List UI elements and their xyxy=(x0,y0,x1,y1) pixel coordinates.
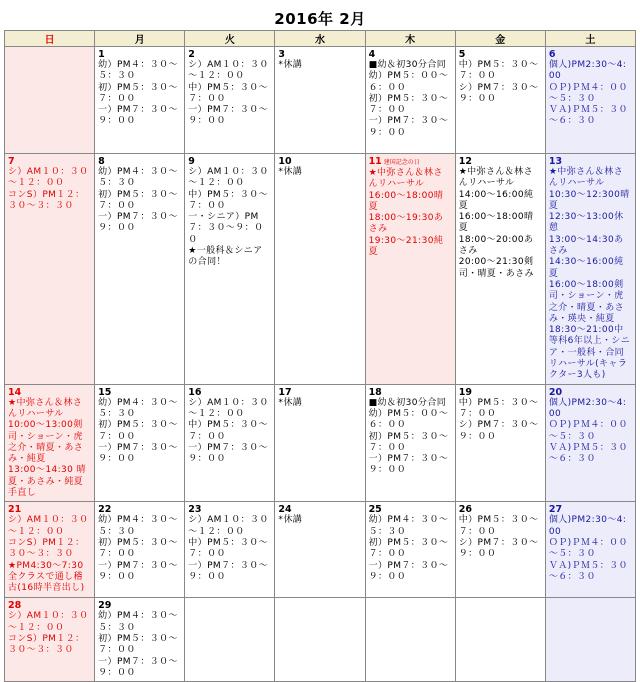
day-cell xyxy=(185,384,275,502)
day-cell xyxy=(365,154,455,385)
schedule-entry: 中）PM５：３０～７：００ xyxy=(458,60,539,82)
schedule-entry: 初）PM５：３０～７：００ xyxy=(368,537,449,560)
day-number-text: 11 xyxy=(368,156,382,167)
schedule-entry: ＯＰ)ＰＭ４：００～５：３０ xyxy=(548,537,628,560)
schedule-entry: 一）PM７：３０～９：００ xyxy=(98,560,178,582)
day-cell xyxy=(275,47,365,154)
schedule-entry: 10:00～13:00剣司・ショーン・虎之介・晴夏・あさみ・純夏 xyxy=(8,420,84,465)
schedule-list xyxy=(188,398,271,466)
schedule-list xyxy=(98,611,181,679)
schedule-entry: 個人)PM2:30～4:00 xyxy=(548,515,627,537)
day-cell xyxy=(365,502,455,598)
day-cell xyxy=(185,502,275,598)
day-cell xyxy=(5,154,95,385)
day-number-text: 9 xyxy=(188,156,195,167)
schedule-entry: シ）PM７：３０～９：００ xyxy=(458,82,539,104)
schedule-entry: ★中弥さん＆林さんリハーサル xyxy=(8,397,83,419)
schedule-entry: 13:00～14:30あさみ xyxy=(548,234,624,257)
schedule-entry: *休講 xyxy=(278,515,303,526)
schedule-entry: 一）PM７：３０～９：００ xyxy=(98,442,178,465)
week-row xyxy=(5,47,636,154)
schedule-entry: 一）PM７：３０～９：００ xyxy=(188,442,269,465)
weekday-mon: 月 xyxy=(95,31,185,47)
day-cell xyxy=(275,502,365,598)
schedule-entry: 初）PM５：３０～７：００ xyxy=(98,420,178,442)
day-number-text: 21 xyxy=(8,504,22,516)
day-cell xyxy=(545,598,635,682)
day-cell xyxy=(5,502,95,598)
day-number-text: 5 xyxy=(458,49,466,60)
schedule-list xyxy=(188,60,271,128)
week-row xyxy=(5,154,636,385)
day-cell xyxy=(185,154,275,385)
day-cell xyxy=(95,598,185,682)
schedule-entry: コンS）PM１２：３０～３：３０ xyxy=(8,537,85,560)
schedule-entry: 12:30～13:00休憩 xyxy=(548,212,624,234)
schedule-entry: 個人)PM2:30～4:00 xyxy=(548,397,627,419)
day-number-text: 18 xyxy=(368,386,382,398)
schedule-entry: ■幼＆初30分合同 xyxy=(368,397,447,408)
schedule-list xyxy=(369,398,452,477)
schedule-entry: 一）PM７：３０～９：００ xyxy=(188,560,269,582)
schedule-entry: 幼）PM４：３０～５：３０ xyxy=(98,397,178,419)
schedule-list xyxy=(98,60,181,128)
schedule-list xyxy=(188,167,271,269)
week-row xyxy=(5,502,636,598)
schedule-entry: 初）PM５：３０～７：００ xyxy=(368,431,449,453)
schedule-entry: シ）AM１０：３０～１２：００ xyxy=(8,515,89,537)
day-number xyxy=(369,156,452,168)
day-number-text: 10 xyxy=(278,156,292,167)
day-number xyxy=(98,49,181,60)
day-cell xyxy=(95,154,185,385)
schedule-entry: シ）AM１０：３０～１２：００ xyxy=(188,397,269,419)
day-number xyxy=(459,504,542,515)
schedule-list xyxy=(549,60,632,128)
schedule-entry: ★一般科＆シニアの合同！ xyxy=(188,246,263,268)
schedule-entry: 幼）PM５：００～６：００ xyxy=(368,71,449,93)
schedule-entry: 中）PM５：３０～７：００ xyxy=(188,537,269,560)
schedule-entry: 初）PM５：３０～７：００ xyxy=(98,633,178,656)
schedule-entry: 16:00～18:00剣司・ショーン・虎之介・晴夏・あさみ・瑛央・純夏 xyxy=(548,279,625,324)
schedule-entry: 幼）PM４：３０～５：３０ xyxy=(98,167,178,189)
day-cell xyxy=(5,47,95,154)
schedule-entry: シ）PM７：３０～９：００ xyxy=(458,420,539,442)
day-cell xyxy=(545,502,635,598)
schedule-entry: シ）AM１０：３０～１２：００ xyxy=(188,515,269,537)
schedule-entry: 中）PM５：３０～７：００ xyxy=(458,515,539,537)
schedule-entry: 中）PM５：３０～７：００ xyxy=(188,420,269,442)
day-number-text: 27 xyxy=(548,504,563,516)
schedule-list xyxy=(369,60,452,139)
day-cell xyxy=(95,502,185,598)
day-number-text: 7 xyxy=(8,156,15,167)
schedule-entry: 一）PM７：３０～９：００ xyxy=(368,116,449,138)
schedule-entry: 14:30～16:00純夏 xyxy=(548,257,624,279)
day-number xyxy=(459,156,542,167)
day-cell xyxy=(455,598,545,682)
day-number-text: 25 xyxy=(368,504,382,516)
day-cell xyxy=(275,154,365,385)
day-number-text: 13 xyxy=(548,156,563,167)
weekday-fri: 金 xyxy=(455,31,545,47)
schedule-list xyxy=(369,168,452,258)
schedule-entry: 一）PM７：３０～９：００ xyxy=(368,560,449,582)
schedule-list xyxy=(459,60,542,105)
schedule-list xyxy=(549,515,632,583)
day-number xyxy=(98,156,181,167)
day-number xyxy=(459,387,542,398)
day-number xyxy=(278,49,361,60)
schedule-list xyxy=(278,60,361,71)
schedule-entry: *休講 xyxy=(278,397,303,408)
schedule-entry: 一）PM７：３０～９：００ xyxy=(98,656,178,678)
day-number-text: 6 xyxy=(548,49,556,60)
schedule-entry: 18:00～19:30あさみ xyxy=(368,213,444,235)
schedule-entry: ＶＡ)ＰＭ５：３０～６：３０ xyxy=(548,560,628,582)
schedule-entry: 18:30～21:00中等科6年以上・シニア・一般科・合同リハーサル(キャラクター3人も) xyxy=(548,325,631,381)
schedule-entry: 16:00～18:00晴夏 xyxy=(458,212,534,234)
weekday-wed: 水 xyxy=(275,31,365,47)
day-number xyxy=(188,49,271,60)
schedule-list xyxy=(278,167,361,178)
day-number-text: 4 xyxy=(368,49,376,60)
day-number xyxy=(8,600,91,611)
schedule-entry: 一）PM７：３０～９：００ xyxy=(98,212,178,234)
day-cell xyxy=(365,47,455,154)
schedule-entry: 初）PM５：３０～７：００ xyxy=(98,189,178,211)
day-cell xyxy=(365,384,455,502)
schedule-list xyxy=(188,515,271,583)
weekday-sun: 日 xyxy=(5,31,95,47)
day-cell xyxy=(455,384,545,502)
schedule-entry: 一・シニア）PM７：３０～９：００ xyxy=(188,212,264,245)
day-number-text: 14 xyxy=(8,386,22,398)
schedule-entry: 初）PM５：３０～７：００ xyxy=(368,93,449,116)
day-number-text: 19 xyxy=(458,386,472,398)
schedule-list xyxy=(549,398,632,466)
schedule-entry: 初）PM５：３０～７：００ xyxy=(98,537,178,560)
day-number xyxy=(188,504,271,515)
schedule-list xyxy=(98,398,181,466)
day-cell xyxy=(455,502,545,598)
day-number-text: 16 xyxy=(188,386,202,398)
schedule-entry: ★中弥さん＆林さんリハーサル xyxy=(548,167,624,189)
schedule-entry: 幼）PM５：００～６：００ xyxy=(368,408,449,431)
day-number xyxy=(278,504,361,515)
calendar-table xyxy=(4,30,636,682)
day-number xyxy=(98,387,181,398)
schedule-entry: 幼）PM４：３０～５：３０ xyxy=(368,515,449,537)
day-number xyxy=(459,49,542,60)
day-cell xyxy=(455,47,545,154)
day-cell xyxy=(545,384,635,502)
schedule-list xyxy=(98,515,181,583)
day-number xyxy=(549,387,632,398)
schedule-entry: 初）PM５：３０～７：００ xyxy=(98,82,178,104)
day-number xyxy=(369,49,452,60)
schedule-entry: コンS）PM１２：３０～３：３０ xyxy=(8,633,85,656)
day-cell xyxy=(365,598,455,682)
schedule-list xyxy=(98,167,181,235)
day-cell xyxy=(5,384,95,502)
schedule-list xyxy=(8,398,91,500)
schedule-entry: 中）PM５：３０～７：００ xyxy=(458,397,539,419)
day-number-text: 12 xyxy=(458,156,472,167)
day-number xyxy=(188,387,271,398)
schedule-entry: 18:00～20:00あさみ xyxy=(458,234,534,257)
day-number-text: 24 xyxy=(278,504,292,516)
day-number-text: 26 xyxy=(458,504,472,516)
calendar-title: 2016年 2月 xyxy=(274,10,366,28)
schedule-entry: 中）PM５：３０～７：００ xyxy=(188,189,269,211)
day-cell xyxy=(95,47,185,154)
day-cell xyxy=(545,47,635,154)
schedule-entry: 幼）PM４：３０～５：３０ xyxy=(98,60,178,82)
schedule-entry: 一）PM７：３０～９：００ xyxy=(368,454,449,476)
schedule-entry: 14:00～16:00純夏 xyxy=(458,189,534,211)
day-number xyxy=(549,49,632,60)
schedule-entry: シ）AM１０：３０～１２：００ xyxy=(8,611,89,633)
schedule-entry: シ）AM１０：３０～１２：００ xyxy=(188,60,269,82)
schedule-entry: ＶＡ)ＰＭ５：３０～６：３０ xyxy=(548,105,628,127)
schedule-list xyxy=(278,398,361,409)
schedule-entry: 幼）PM４：３０～５：３０ xyxy=(98,611,178,633)
schedule-entry: 個人)PM2:30～4:00 xyxy=(548,60,627,82)
schedule-list xyxy=(459,398,542,443)
schedule-list xyxy=(278,515,361,526)
schedule-list xyxy=(8,611,91,656)
day-number xyxy=(8,156,91,167)
day-number-text: 2 xyxy=(188,49,195,60)
day-number xyxy=(8,504,91,515)
schedule-list xyxy=(8,167,91,212)
day-cell xyxy=(5,598,95,682)
week-row xyxy=(5,598,636,682)
schedule-entry: ★PM4:30～7:30全クラスで通し稽古(16時半音出し) xyxy=(8,560,85,594)
day-number xyxy=(278,156,361,167)
schedule-list xyxy=(369,515,452,583)
schedule-entry: 中）PM５：３０～７：００ xyxy=(188,82,269,104)
schedule-entry: 一）PM７：３０～９：００ xyxy=(98,105,178,127)
day-cell xyxy=(185,47,275,154)
holiday-name: 建国記念の日 xyxy=(383,159,420,166)
schedule-entry: 16:00～18:00晴夏 xyxy=(368,190,444,212)
day-number-text: 15 xyxy=(98,386,112,398)
schedule-entry: シ）AM１０：３０～１２：００ xyxy=(8,167,89,189)
schedule-entry: ★中弥さん＆林さんリハーサル xyxy=(458,167,533,189)
schedule-entry: 13:00～14:30 晴夏・あさみ・純夏 手直し xyxy=(8,465,87,499)
schedule-entry: ＯＰ)ＰＭ４：００～５：３０ xyxy=(548,420,628,442)
day-number-text: 1 xyxy=(98,49,105,60)
schedule-entry: 一）PM７：３０～９：００ xyxy=(188,105,269,127)
day-cell xyxy=(275,598,365,682)
day-number xyxy=(549,504,632,515)
day-number-text: 28 xyxy=(8,600,22,612)
schedule-entry: シ）PM７：３０～９：００ xyxy=(458,537,539,560)
schedule-list xyxy=(8,515,91,594)
day-number-text: 3 xyxy=(278,49,286,60)
day-number xyxy=(369,504,452,515)
schedule-entry: シ）AM１０：３０～１２：００ xyxy=(188,167,269,189)
day-cell xyxy=(95,384,185,502)
day-number-text: 17 xyxy=(278,386,292,398)
day-cell xyxy=(185,598,275,682)
schedule-entry: 幼）PM４：３０～５：３０ xyxy=(98,515,178,537)
schedule-entry: 10:30～12:300晴夏 xyxy=(548,189,630,211)
schedule-entry: 20:00～21:30剣司・晴夏・あさみ xyxy=(458,257,534,279)
day-number-text: 8 xyxy=(98,156,105,167)
day-number-text: 20 xyxy=(548,386,563,398)
schedule-entry: ■幼＆初30分合同 xyxy=(368,60,447,70)
schedule-entry: コンS）PM１２：３０～３：３０ xyxy=(8,189,85,211)
day-number xyxy=(369,387,452,398)
schedule-list xyxy=(549,167,632,382)
day-number xyxy=(278,387,361,398)
weekday-thu: 木 xyxy=(365,31,455,47)
weekday-header-row xyxy=(5,31,636,47)
schedule-entry: ＶＡ)ＰＭ５：３０～６：３０ xyxy=(548,442,628,465)
weekday-sat: 土 xyxy=(545,31,635,47)
day-number-text: 23 xyxy=(188,504,202,516)
schedule-entry: ＯＰ)ＰＭ４：００～５：３０ xyxy=(548,82,628,104)
day-number xyxy=(98,504,181,515)
schedule-entry: ★中弥さん＆林さんリハーサル xyxy=(368,168,443,190)
day-number-text: 29 xyxy=(98,600,112,612)
schedule-entry: *休講 xyxy=(278,60,303,70)
day-cell xyxy=(545,154,635,385)
schedule-entry: *休講 xyxy=(278,167,303,177)
day-number xyxy=(98,600,181,611)
week-row xyxy=(5,384,636,502)
schedule-entry: 19:30～21:30純夏 xyxy=(368,235,444,258)
day-cell xyxy=(275,384,365,502)
weekday-tue: 火 xyxy=(185,31,275,47)
day-number xyxy=(8,387,91,398)
schedule-list xyxy=(459,167,542,280)
day-number xyxy=(188,156,271,167)
day-number xyxy=(549,156,632,167)
schedule-list xyxy=(459,515,542,560)
day-number-text: 22 xyxy=(98,504,112,516)
day-cell xyxy=(455,154,545,385)
